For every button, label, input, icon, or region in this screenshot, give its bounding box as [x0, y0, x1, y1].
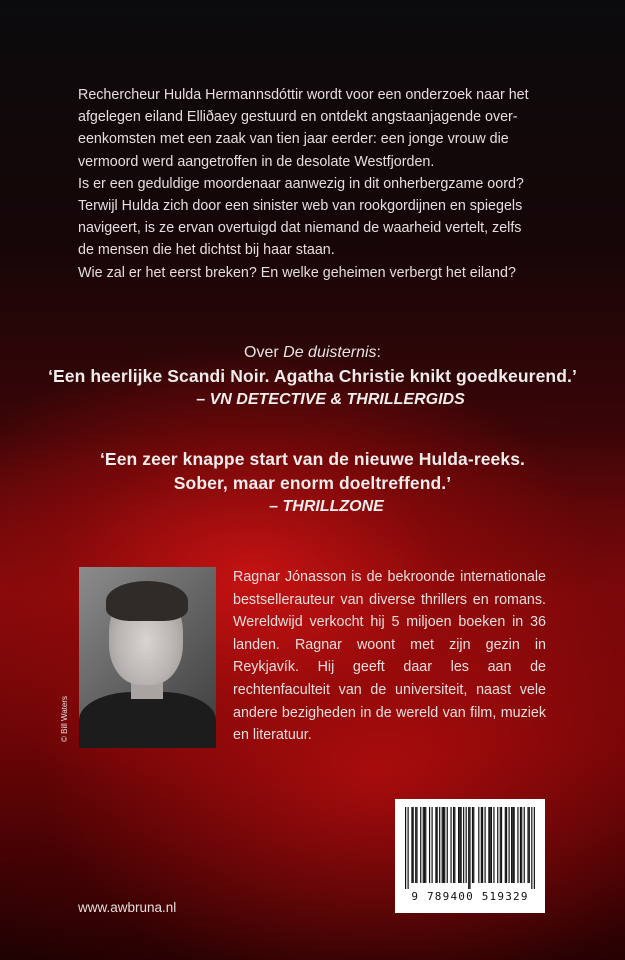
barcode-bar: [521, 807, 522, 883]
barcode-bar: [461, 807, 462, 883]
barcode-bar: [447, 807, 448, 883]
barcode-bar: [429, 807, 430, 883]
praise-quote-1: [0, 342, 625, 412]
barcode-bar: [514, 807, 515, 883]
blurb-line: eenkomsten met een zaak van tien jaar eerder: een jonge vrouw die: [78, 131, 509, 148]
barcode-bar: [493, 807, 494, 883]
quote-source-name: VN DETECTIVE & THRILLERGIDS: [209, 391, 465, 408]
barcode-bar: [416, 807, 417, 883]
praise-intro-title: De duisternis: [283, 344, 377, 361]
praise-intro-prefix: Over: [244, 344, 284, 361]
barcode-bar: [534, 807, 535, 889]
barcode-bar: [424, 807, 425, 883]
barcode-bar: [490, 807, 491, 883]
barcode-bar: [415, 807, 416, 883]
barcode-bar: [463, 807, 464, 883]
barcode-bar: [439, 807, 440, 883]
author-bio: Ragnar Jónasson is de bekroonde internationale bestsellerauteur van diverse thrillers en romans. Wereldwijd verkocht hij 5 miljoen boeken in 36 landen. Ragnar woont met zijn gezin in Reykjavík. Hij geeft daar les aan de rechtenfaculteit van de universiteit, naast vele andere bezigheden in de wereld van film, muziek en literatuur.: [233, 569, 546, 744]
blurb-line: de mensen die het dichtst bij haar staan.: [78, 242, 335, 259]
blurb-line: Terwijl Hulda zich door een sinister web van rookgordijnen en spiegels: [78, 198, 523, 215]
quote-source-dash: –: [196, 391, 210, 408]
barcode-bar: [524, 807, 525, 883]
barcode-bar: [520, 807, 521, 883]
barcode-bar: [437, 807, 438, 883]
quote-text-line-2: Sober, maar enorm doeltreffend.’: [173, 473, 452, 493]
quote-text: ‘Een heerlijke Scandi Noir. Agatha Christie knikt goedkeurend.’: [48, 366, 577, 386]
barcode-bar: [468, 807, 469, 889]
barcode-bar: [500, 807, 501, 883]
barcode-bar: [458, 807, 459, 883]
barcode-bar: [411, 807, 412, 883]
barcode-bar: [423, 807, 424, 883]
barcode-bar: [469, 807, 470, 889]
publisher-website[interactable]: www.awbruna.nl: [78, 900, 177, 915]
barcode-bar: [444, 807, 445, 883]
blurb-line: afgelegen eiland Elliðaey gestuurd en ontdekt angstaanjagende over-: [78, 109, 518, 126]
book-blurb: [78, 84, 548, 284]
photo-shirt: [79, 692, 216, 748]
barcode-bar: [472, 807, 473, 883]
barcode-bar: [478, 807, 479, 883]
blurb-line: navigeert, is ze ervan overtuigd dat niemand de waarheid vertelt, zelfs: [78, 220, 522, 237]
barcode-bar: [517, 807, 518, 883]
barcode-bar: [481, 807, 482, 883]
barcode-bar: [442, 807, 443, 883]
barcode-bar: [453, 807, 454, 883]
quote-source-name: THRILLZONE: [282, 498, 384, 515]
barcode-bar: [408, 807, 409, 889]
barcode-bar: [527, 807, 528, 883]
barcode-bar: [454, 807, 455, 883]
blurb-line: Rechercheur Hulda Hermannsdóttir wordt voor een onderzoek naar het: [78, 87, 529, 103]
barcode-bar: [511, 807, 512, 883]
barcode-bar: [529, 807, 530, 883]
praise-intro-suffix: :: [376, 344, 381, 361]
barcode-bar: [473, 807, 474, 883]
barcode-bar: [413, 807, 414, 883]
photo-credit: © Bill Waters: [60, 695, 69, 742]
isbn-barcode: [395, 799, 545, 913]
blurb-line: vermoord werd aangetroffen in de desolate Westfjorden.: [78, 153, 435, 170]
barcode-bar: [466, 807, 467, 883]
author-photo: [79, 567, 216, 748]
barcode-bar: [485, 807, 486, 883]
quote-source: [0, 495, 625, 519]
photo-hair: [106, 581, 188, 621]
barcode-bar: [459, 807, 460, 883]
barcode-bar: [450, 807, 451, 883]
barcode-bar: [497, 807, 498, 883]
barcode-bar: [509, 807, 510, 883]
barcode-bar: [420, 807, 421, 883]
barcode-bar: [435, 807, 436, 883]
barcode-bar: [432, 807, 433, 883]
blurb-line: Wie zal er het eerst breken? En welke geheimen verbergt het eiland?: [78, 264, 516, 281]
praise-intro: [0, 342, 625, 364]
barcode-bar: [505, 807, 506, 883]
quote-source: [0, 388, 625, 412]
quote-text-line-1: ‘Een zeer knappe start van de nieuwe Hulda-reeks.: [99, 449, 526, 469]
barcode-bar: [491, 807, 492, 883]
blurb-line: Is er een geduldige moordenaar aanwezig in dit onherbergzame oord?: [78, 175, 524, 192]
barcode-bar: [482, 807, 483, 883]
barcode-bar: [506, 807, 507, 883]
barcode-bar: [501, 807, 502, 883]
barcode-bar: [512, 807, 513, 883]
barcode-bar: [405, 807, 406, 889]
quote-source-dash: –: [269, 498, 283, 515]
isbn-number: 9 789400 519329: [411, 890, 529, 903]
barcode-bar: [425, 807, 426, 883]
barcode-bar: [531, 807, 532, 889]
barcode-bar: [443, 807, 444, 883]
barcode-bars: [405, 807, 535, 889]
barcode-bar: [488, 807, 489, 883]
praise-quote-2: [0, 447, 625, 519]
